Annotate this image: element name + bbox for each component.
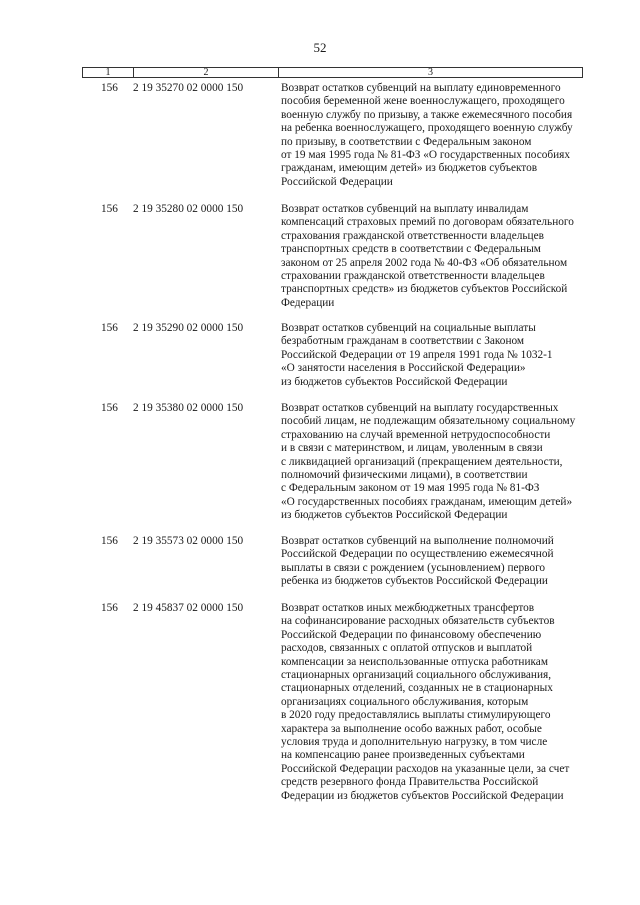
description-line: ребенка из бюджетов субъектов Российской Федерации [281, 575, 548, 588]
description-line: по призыву, в соответствии с Федеральным законом [281, 135, 532, 148]
page-number: 52 [313, 40, 327, 55]
budget-code: 2 19 35290 02 0000 150 [133, 322, 244, 334]
row-description [281, 535, 586, 589]
row-description [281, 322, 586, 389]
admin-code: 156 [101, 203, 118, 215]
description-line: расходов, связанных с оплатой отпусков и выплатой [281, 642, 533, 655]
description-line: на софинансирование расходных обязательств субъектов [281, 615, 555, 628]
description-line: транспортных средств в соответствии с Федеральным [281, 243, 541, 256]
row-description [281, 402, 586, 523]
description-line: из бюджетов субъектов Российской Федерации [281, 375, 508, 388]
description-line: Российской Федерации по финансовому обеспечению [281, 628, 542, 641]
budget-code: 2 19 35380 02 0000 150 [133, 402, 244, 414]
description-line: с ликвидацией организаций (прекращением деятельности, [281, 455, 563, 468]
description-line: Российской Федерации расходов на указанные цели, за счет [281, 762, 570, 775]
description-line: от 19 мая 1995 года № 81-ФЗ «О государственных пособиях [281, 149, 571, 162]
admin-code: 156 [101, 602, 118, 614]
description-line: пособий лицам, не подлежащим обязательному социальному [281, 415, 576, 428]
column-header-3: 3 [428, 67, 433, 78]
row-description [281, 203, 586, 310]
admin-code: 156 [101, 82, 118, 94]
budget-code: 2 19 35280 02 0000 150 [133, 203, 244, 215]
description-line: на компенсацию ранее произведенных субъектами [281, 749, 525, 762]
description-line: полномочий физическими лицами), в соответствии [281, 469, 528, 482]
description-line: страхования гражданской ответственности владельцев [281, 229, 544, 242]
description-line: Федерации из бюджетов субъектов Российской Федерации [281, 789, 564, 802]
budget-code: 2 19 35573 02 0000 150 [133, 535, 244, 547]
description-line: Возврат остатков субвенций на выплату инвалидам [281, 203, 529, 215]
description-line: Возврат остатков субвенций на выплату единовременного [281, 82, 561, 94]
column-header-1: 1 [83, 68, 134, 77]
description-line: Российской Федерации по осуществлению ежемесячной [281, 548, 554, 561]
description-line: на ребенка военнослужащего, проходящего военную службу [281, 122, 573, 135]
description-line: компенсации за неиспользованные отпуска работникам [281, 655, 548, 668]
admin-code: 156 [101, 535, 118, 547]
description-line: пособия беременной жене военнослужащего, проходящего [281, 95, 565, 108]
description-line: с Федеральным законом от 19 мая 1995 года № 81-ФЗ [281, 482, 540, 495]
description-line: Возврат остатков субвенций на выплату государственных [281, 402, 559, 414]
description-line: организациях социального обслуживания, которым [281, 695, 529, 708]
description-line: характера за выполнение особо важных работ, особые [281, 722, 542, 735]
description-line: Возврат остатков иных межбюджетных трансфертов [281, 602, 535, 614]
description-line: выплаты в связи с рождением (усыновлением) первого [281, 561, 546, 574]
admin-code: 156 [101, 402, 118, 414]
description-line: гражданам, имеющим детей» из бюджетов субъектов [281, 162, 538, 175]
description-line: Возврат остатков субвенций на социальные выплаты [281, 322, 536, 334]
table-header [82, 67, 583, 78]
column-header-2: 2 [134, 68, 279, 77]
description-line: Возврат остатков субвенций на выполнение полномочий [281, 535, 554, 547]
description-line: в 2020 году предоставлялись выплаты стимулирующего [281, 709, 551, 722]
description-line: средств резервного фонда Правительства Российской [281, 776, 539, 789]
description-line: «О государственных пособиях гражданам, имеющим детей» [281, 495, 573, 508]
description-line: «О занятости населения в Российской Федерации» [281, 362, 526, 375]
description-line: Российской Федерации от 19 апреля 1991 года № 1032-1 [281, 348, 553, 361]
admin-code: 156 [101, 322, 118, 334]
description-line: страховании гражданской ответственности владельцев [281, 270, 545, 283]
description-line: условия труда и дополнительную нагрузку, в том числе [281, 736, 548, 749]
description-line: из бюджетов субъектов Российской Федерации [281, 509, 508, 522]
description-line: Федерации [281, 296, 335, 309]
description-line: транспортных средств» из бюджетов субъектов Российской [281, 283, 568, 296]
description-line: законом от 25 апреля 2002 года № 40-ФЗ «Об обязательном [281, 256, 568, 269]
row-description [281, 82, 586, 189]
description-line: безработным гражданам в соответствии с Законом [281, 335, 525, 348]
description-line: стационарных организаций социального обслуживания, [281, 669, 552, 682]
description-line: и в связи с материнством, и лицам, уволенным в связи [281, 442, 543, 455]
description-line: военную службу по призыву, а также ежемесячного пособия [281, 108, 573, 121]
description-line: компенсаций страховых премий по договорам обязательного [281, 216, 574, 229]
description-line: Российской Федерации [281, 175, 393, 188]
description-line: страхованию на случай временной нетрудоспособности [281, 428, 551, 441]
budget-code: 2 19 35270 02 0000 150 [133, 82, 244, 94]
budget-code: 2 19 45837 02 0000 150 [133, 602, 244, 614]
row-description [281, 602, 586, 803]
description-line: стационарных отделений, созданных не в стационарных [281, 682, 553, 695]
